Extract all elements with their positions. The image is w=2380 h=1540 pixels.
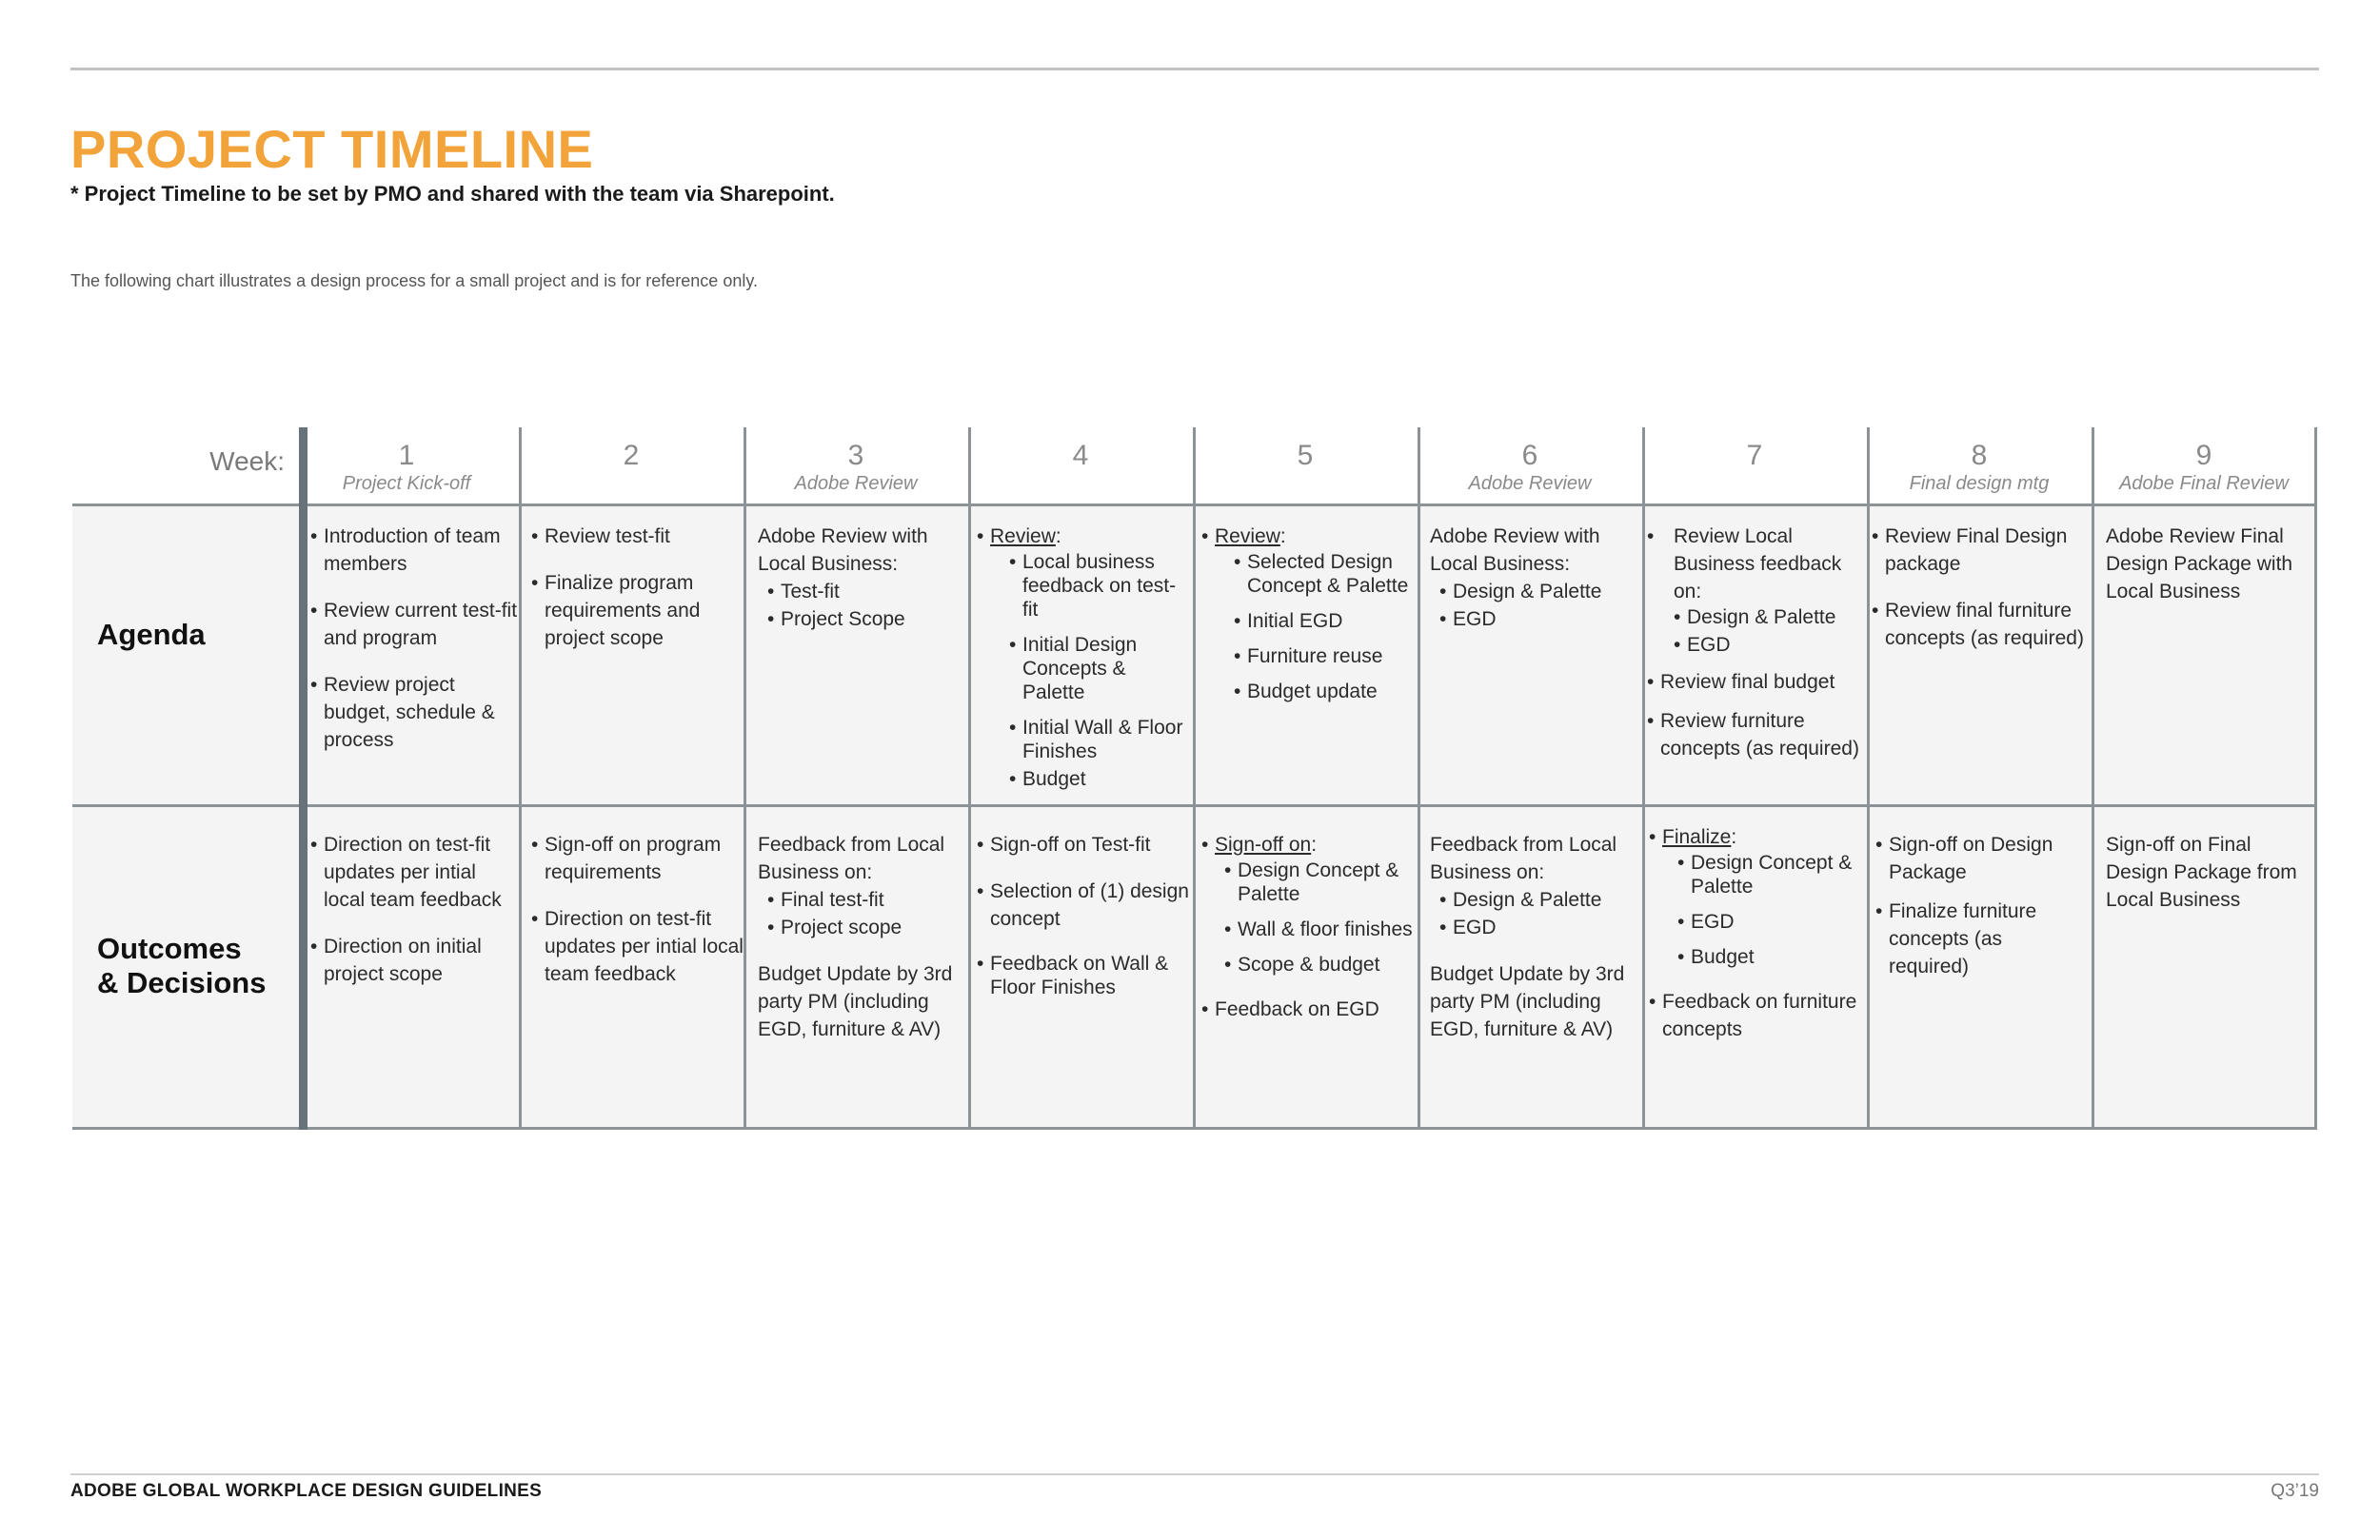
list-item: • Scope & budget bbox=[1224, 953, 1416, 977]
page-subtitle: * Project Timeline to be set by PMO and shared with the team via Sharepoint. bbox=[70, 182, 835, 206]
outcomes-week-1 bbox=[310, 831, 522, 988]
list-item: • Design Concept & Palette bbox=[1224, 859, 1416, 906]
list-item: • Introduction of team members bbox=[310, 523, 520, 578]
project-timeline-table bbox=[72, 427, 2317, 1130]
week-7-header bbox=[1642, 441, 1867, 471]
list-item: • Review Local Business feedback on: bbox=[1647, 523, 1866, 605]
agenda-week-6 bbox=[1430, 523, 1639, 633]
week-6-header bbox=[1418, 441, 1642, 496]
list-item: • EGD bbox=[1674, 633, 1866, 657]
list-item: • Design Concept & Palette bbox=[1677, 851, 1863, 898]
week-note: Adobe Review bbox=[794, 473, 918, 494]
agenda-week-1 bbox=[310, 523, 520, 754]
grid-line-vertical bbox=[968, 427, 971, 1130]
list-item: • Review furniture concepts (as required) bbox=[1647, 707, 1866, 762]
list-item: • Project Scope bbox=[767, 605, 965, 633]
outcomes-week-3 bbox=[758, 831, 965, 1043]
list-item: • Furniture reuse bbox=[1234, 644, 1416, 668]
bottom-rule bbox=[70, 1473, 2319, 1475]
week-number: 5 bbox=[1297, 440, 1314, 471]
week-number: 7 bbox=[1746, 440, 1763, 471]
grid-line-vertical bbox=[1193, 427, 1196, 1130]
week-9-header bbox=[2092, 441, 2316, 496]
list-item: • Feedback on Wall & Floor Finishes bbox=[977, 952, 1191, 999]
list-item: • Design & Palette bbox=[1674, 605, 1866, 629]
underlined-lead: Finalize bbox=[1662, 826, 1732, 848]
list-item: • Direction on test-fit updates per intial local team feedback bbox=[310, 831, 522, 914]
week-note: Adobe Review bbox=[1468, 473, 1592, 494]
list-item: • Review Final Design package bbox=[1872, 523, 2086, 578]
agenda-label: Agenda bbox=[97, 618, 206, 651]
cell-text: Sign-off on Final Design Package from Local Business bbox=[2106, 834, 2297, 911]
list-item: • Test-fit bbox=[767, 578, 965, 605]
list-item: • EGD bbox=[1677, 910, 1863, 934]
list-item bbox=[1201, 523, 1416, 550]
week-2-header bbox=[519, 441, 744, 471]
lead-suffix: : bbox=[1731, 826, 1737, 848]
agenda-week-8 bbox=[1872, 523, 2086, 652]
list-item: • Initial EGD bbox=[1234, 609, 1416, 633]
list-item: • Review test-fit bbox=[531, 523, 741, 550]
outcomes-label-line: & Decisions bbox=[97, 966, 267, 999]
underlined-lead: Review bbox=[1215, 525, 1280, 547]
week-number: 4 bbox=[1072, 440, 1089, 471]
list-item: • Direction on initial project scope bbox=[310, 933, 522, 988]
outcomes-label bbox=[97, 932, 266, 1000]
list-item: • Initial Wall & Floor Finishes bbox=[1009, 716, 1191, 763]
cell-text: Adobe Review Final Design Package with Local Business bbox=[2106, 525, 2293, 602]
list-item: • Feedback on EGD bbox=[1201, 996, 1416, 1023]
list-item: • Review project budget, schedule & process bbox=[310, 671, 520, 754]
outcomes-label-line: Outcomes bbox=[97, 932, 242, 965]
list-item: • Local business feedback on test-fit bbox=[1009, 550, 1191, 622]
cell-lead: Adobe Review with Local Business: bbox=[758, 525, 928, 575]
cell-lead: Adobe Review with Local Business: bbox=[1430, 525, 1600, 575]
week-number: 2 bbox=[623, 440, 640, 471]
list-item: • Review current test-fit and program bbox=[310, 597, 520, 652]
week-1-header bbox=[294, 441, 519, 496]
week-8-header bbox=[1867, 441, 2092, 496]
agenda-week-4 bbox=[977, 523, 1191, 795]
list-item: • Initial Design Concepts & Palette bbox=[1009, 633, 1191, 704]
agenda-week-2 bbox=[531, 523, 741, 652]
lead-suffix: : bbox=[1055, 525, 1061, 547]
list-item: • Budget bbox=[1009, 767, 1191, 791]
agenda-week-3 bbox=[758, 523, 965, 633]
list-item: • Selection of (1) design concept bbox=[977, 878, 1191, 933]
footer-title: ADOBE GLOBAL WORKPLACE DESIGN GUIDELINES bbox=[70, 1481, 543, 1501]
outcomes-week-6 bbox=[1430, 831, 1639, 1043]
agenda-week-5 bbox=[1201, 523, 1416, 707]
cell-lead: Feedback from Local Business on: bbox=[1430, 834, 1617, 883]
list-item: • Selected Design Concept & Palette bbox=[1234, 550, 1416, 598]
week-3-header bbox=[744, 441, 968, 496]
grid-line-vertical-thick bbox=[299, 427, 307, 1130]
cell-tail: Budget Update by 3rd party PM (including EGD, furniture & AV) bbox=[1430, 963, 1625, 1040]
list-item: • Design & Palette bbox=[1439, 578, 1639, 605]
list-item: • Project scope bbox=[767, 914, 965, 941]
cell-lead: Feedback from Local Business on: bbox=[758, 834, 945, 883]
list-item: • Direction on test-fit updates per intial local team feedback bbox=[531, 905, 745, 988]
week-number: 1 bbox=[398, 440, 415, 471]
week-5-header bbox=[1193, 441, 1418, 471]
list-item: • Feedback on furniture concepts bbox=[1649, 988, 1863, 1043]
list-item: • Sign-off on Design Package bbox=[1875, 831, 2085, 886]
outcomes-week-8 bbox=[1875, 831, 2085, 980]
week-note: Final design mtg bbox=[1909, 473, 2050, 494]
list-item: • Wall & floor finishes bbox=[1224, 918, 1416, 941]
agenda-week-7 bbox=[1647, 523, 1866, 762]
list-item: • EGD bbox=[1439, 914, 1639, 941]
outcomes-week-9 bbox=[2106, 831, 2311, 914]
list-item bbox=[977, 523, 1191, 550]
footer-date: Q3’19 bbox=[2271, 1481, 2319, 1501]
outcomes-week-2 bbox=[531, 831, 745, 988]
underlined-lead: Review bbox=[990, 525, 1056, 547]
week-number: 9 bbox=[2195, 440, 2212, 471]
list-item: • Sign-off on program requirements bbox=[531, 831, 745, 886]
list-item: • Review final budget bbox=[1647, 668, 1866, 696]
list-item: • Final test-fit bbox=[767, 886, 965, 914]
grid-line-vertical bbox=[1867, 427, 1870, 1130]
list-item bbox=[1201, 831, 1416, 859]
list-item: • Finalize furniture concepts (as required) bbox=[1875, 898, 2085, 980]
list-item: • EGD bbox=[1439, 605, 1639, 633]
list-item: • Budget update bbox=[1234, 680, 1416, 703]
list-item: • Review final furniture concepts (as required) bbox=[1872, 597, 2086, 652]
list-item: • Design & Palette bbox=[1439, 886, 1639, 914]
outcomes-week-7 bbox=[1649, 823, 1863, 1043]
list-item: • Budget bbox=[1677, 945, 1863, 969]
week-number: 3 bbox=[847, 440, 864, 471]
list-item: • Sign-off on Test-fit bbox=[977, 831, 1191, 859]
grid-line-vertical bbox=[2092, 427, 2094, 1130]
week-note: Adobe Final Review bbox=[2119, 473, 2289, 494]
top-rule bbox=[70, 68, 2319, 70]
grid-line-vertical bbox=[1418, 427, 1420, 1130]
outcomes-week-5 bbox=[1201, 831, 1416, 1023]
underlined-lead: Sign-off on bbox=[1215, 834, 1312, 856]
grid-line-vertical bbox=[744, 427, 746, 1130]
outcomes-week-4 bbox=[977, 831, 1191, 999]
list-item bbox=[1649, 823, 1863, 851]
grid-line-vertical bbox=[519, 427, 522, 1130]
grid-line-vertical bbox=[2314, 427, 2317, 1130]
week-number: 6 bbox=[1521, 440, 1538, 471]
list-item: • Finalize program requirements and project scope bbox=[531, 569, 741, 652]
lead-suffix: : bbox=[1279, 525, 1286, 547]
agenda-week-9 bbox=[2106, 523, 2311, 605]
lead-suffix: : bbox=[1311, 834, 1318, 856]
page-title: PROJECT TIMELINE bbox=[70, 119, 594, 179]
week-4-header bbox=[968, 441, 1193, 471]
week-note: Project Kick-off bbox=[342, 473, 471, 494]
grid-line-vertical bbox=[1642, 427, 1645, 1130]
week-label: Week: bbox=[209, 446, 285, 476]
week-number: 8 bbox=[1971, 440, 1988, 471]
cell-tail: Budget Update by 3rd party PM (including EGD, furniture & AV) bbox=[758, 963, 953, 1040]
intro-text: The following chart illustrates a design process for a small project and is for reference only. bbox=[70, 271, 759, 290]
